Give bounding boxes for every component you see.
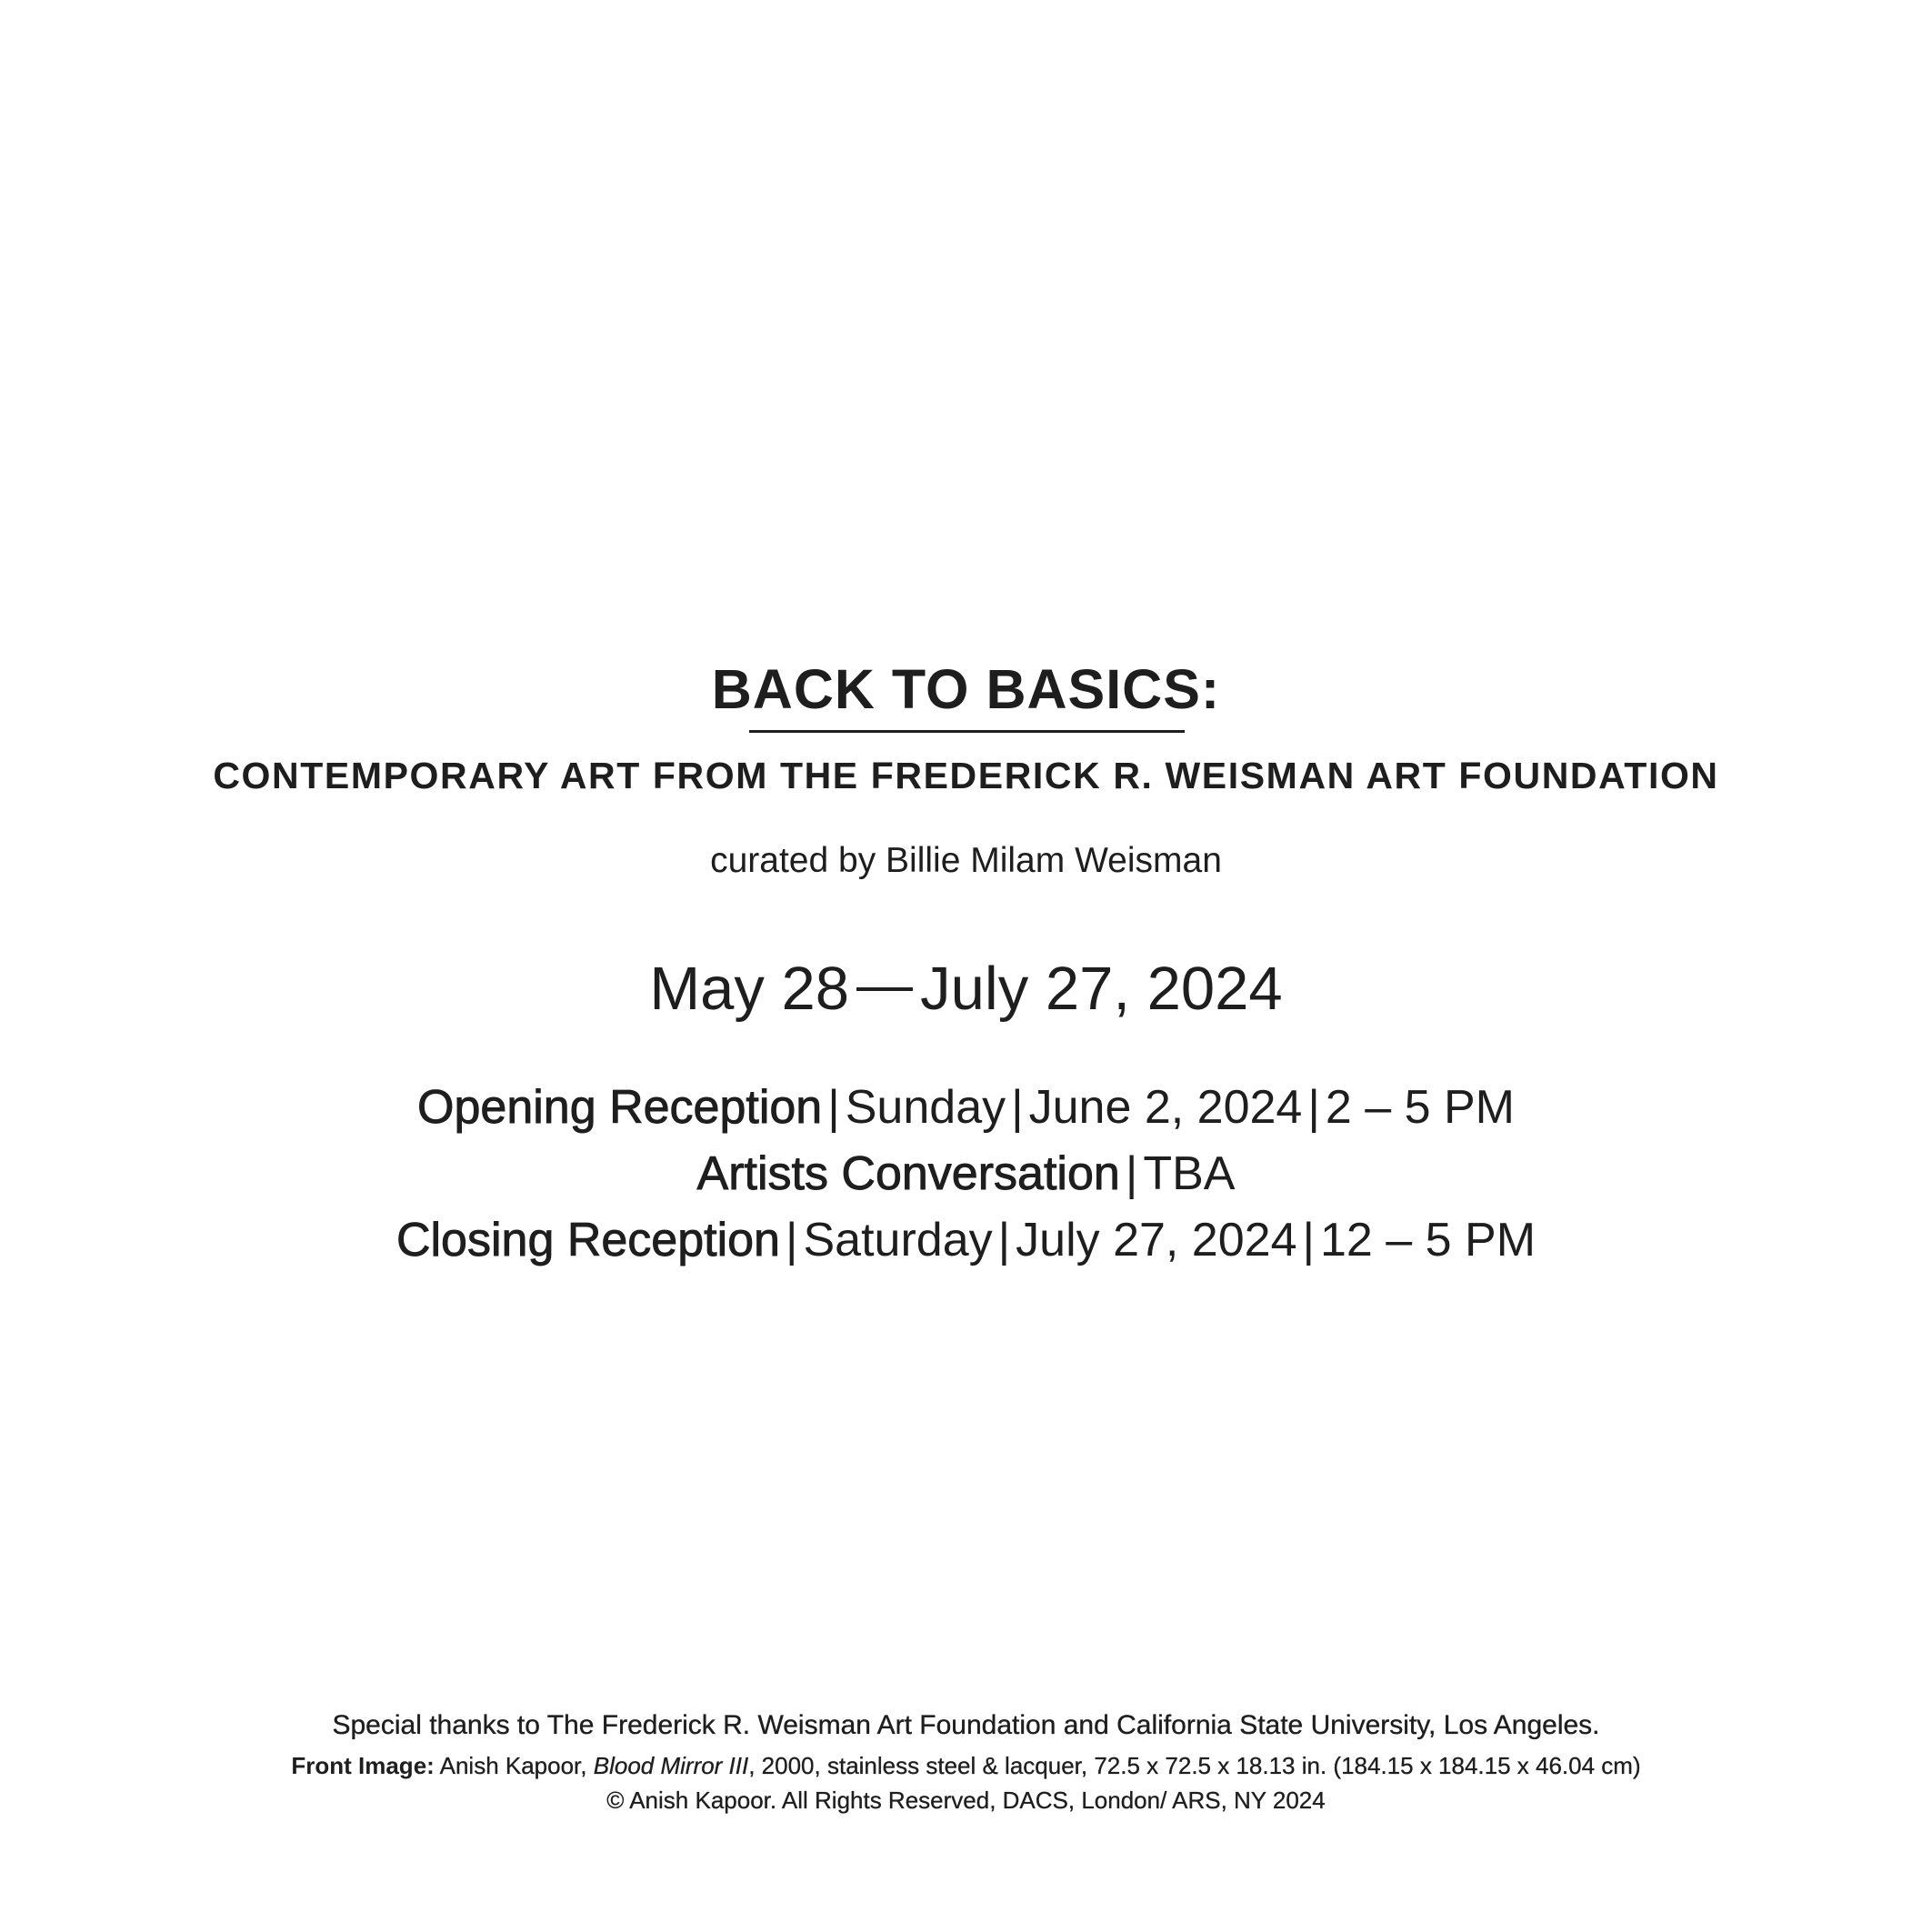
event-closing-reception [0,1211,1932,1269]
event-day: Saturday [803,1214,993,1266]
work-title: Blood Mirror III [593,1752,749,1779]
special-thanks: Special thanks to The Frederick R. Weisman Art Foundation and California State University, Los Angeles. [332,1710,1600,1740]
title-underline [749,730,1185,733]
date-start: May 28 [649,955,850,1023]
date-range-dash [856,987,913,991]
front-image-label: Front Image: [291,1752,435,1779]
exhibition-subtitle: CONTEMPORARY ART FROM THE FREDERICK R. WEISMAN ART FOUNDATION [213,755,1719,796]
separator: | [1302,1214,1316,1266]
event-opening-reception [0,1078,1932,1136]
event-name: Artists Conversation [696,1147,1120,1200]
exhibition-dates [0,953,1932,1026]
event-date: July 27, 2024 [1016,1214,1297,1266]
event-artists-conversation [0,1145,1932,1203]
separator: | [827,1081,840,1134]
event-time: 2 – 5 PM [1325,1081,1515,1134]
artist-name: Anish Kapoor, [439,1752,587,1779]
separator: | [1307,1081,1320,1134]
event-time: 12 – 5 PM [1320,1214,1537,1266]
separator: | [785,1214,798,1266]
separator: | [997,1214,1011,1266]
front-image-credit [0,1749,1932,1782]
curator-line: curated by Billie Milam Weisman [710,841,1222,880]
event-detail: TBA [1143,1147,1236,1200]
copyright-line: © Anish Kapoor. All Rights Reserved, DACS, London/ ARS, NY 2024 [606,1787,1326,1814]
separator: | [1125,1147,1138,1200]
event-name: Closing Reception [395,1214,780,1266]
event-date: June 2, 2024 [1028,1081,1303,1134]
work-details: , 2000, stainless steel & lacquer, 72.5 x 72.5 x 18.13 in. (184.15 x 184.15 x 46.04 cm) [748,1752,1641,1779]
event-day: Sunday [845,1081,1006,1134]
date-end: July 27, 2024 [920,955,1283,1023]
event-name: Opening Reception [417,1081,823,1134]
separator: | [1011,1081,1024,1134]
exhibition-title: BACK TO BASICS: [711,658,1221,720]
